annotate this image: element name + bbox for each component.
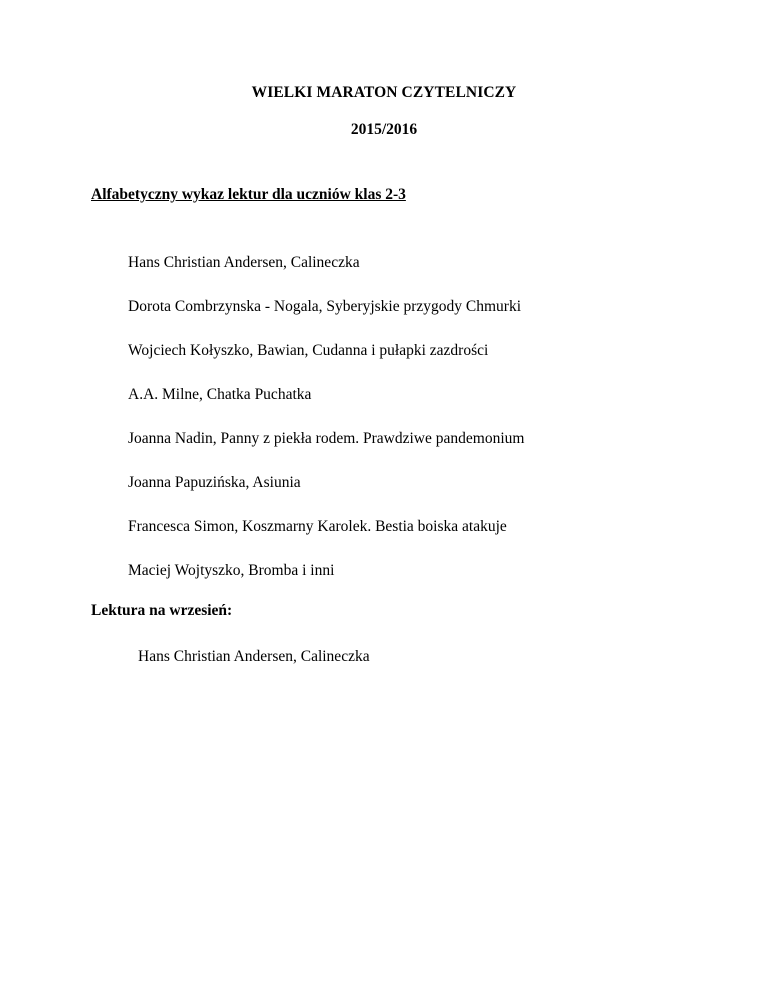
list-item: Francesca Simon, Koszmarny Karolek. Bestia boiska atakuje bbox=[128, 518, 507, 535]
list-item: Hans Christian Andersen, Calineczka bbox=[128, 254, 360, 271]
reading-list bbox=[128, 253, 524, 605]
list-item: Joanna Nadin, Panny z piekła rodem. Prawdziwe pandemonium bbox=[128, 430, 525, 447]
list-item: Joanna Papuzińska, Asiunia bbox=[128, 474, 301, 491]
document-title: WIELKI MARATON CZYTELNICZY bbox=[251, 84, 517, 101]
list-item: A.A. Milne, Chatka Puchatka bbox=[128, 386, 312, 403]
list-item: Maciej Wojtyszko, Bromba i inni bbox=[128, 562, 335, 579]
list-item: Dorota Combrzynska - Nogala, Syberyjskie przygody Chmurki bbox=[128, 298, 522, 315]
school-year: 2015/2016 bbox=[350, 121, 418, 138]
reading-list-heading: Alfabetyczny wykaz lektur dla uczniów klas 2-3 bbox=[91, 186, 406, 203]
list-item: Wojciech Kołyszko, Bawian, Cudanna i pułapki zazdrości bbox=[128, 342, 489, 359]
september-reading-book: Hans Christian Andersen, Calineczka bbox=[138, 648, 370, 665]
september-reading-heading: Lektura na wrzesień: bbox=[91, 602, 233, 619]
